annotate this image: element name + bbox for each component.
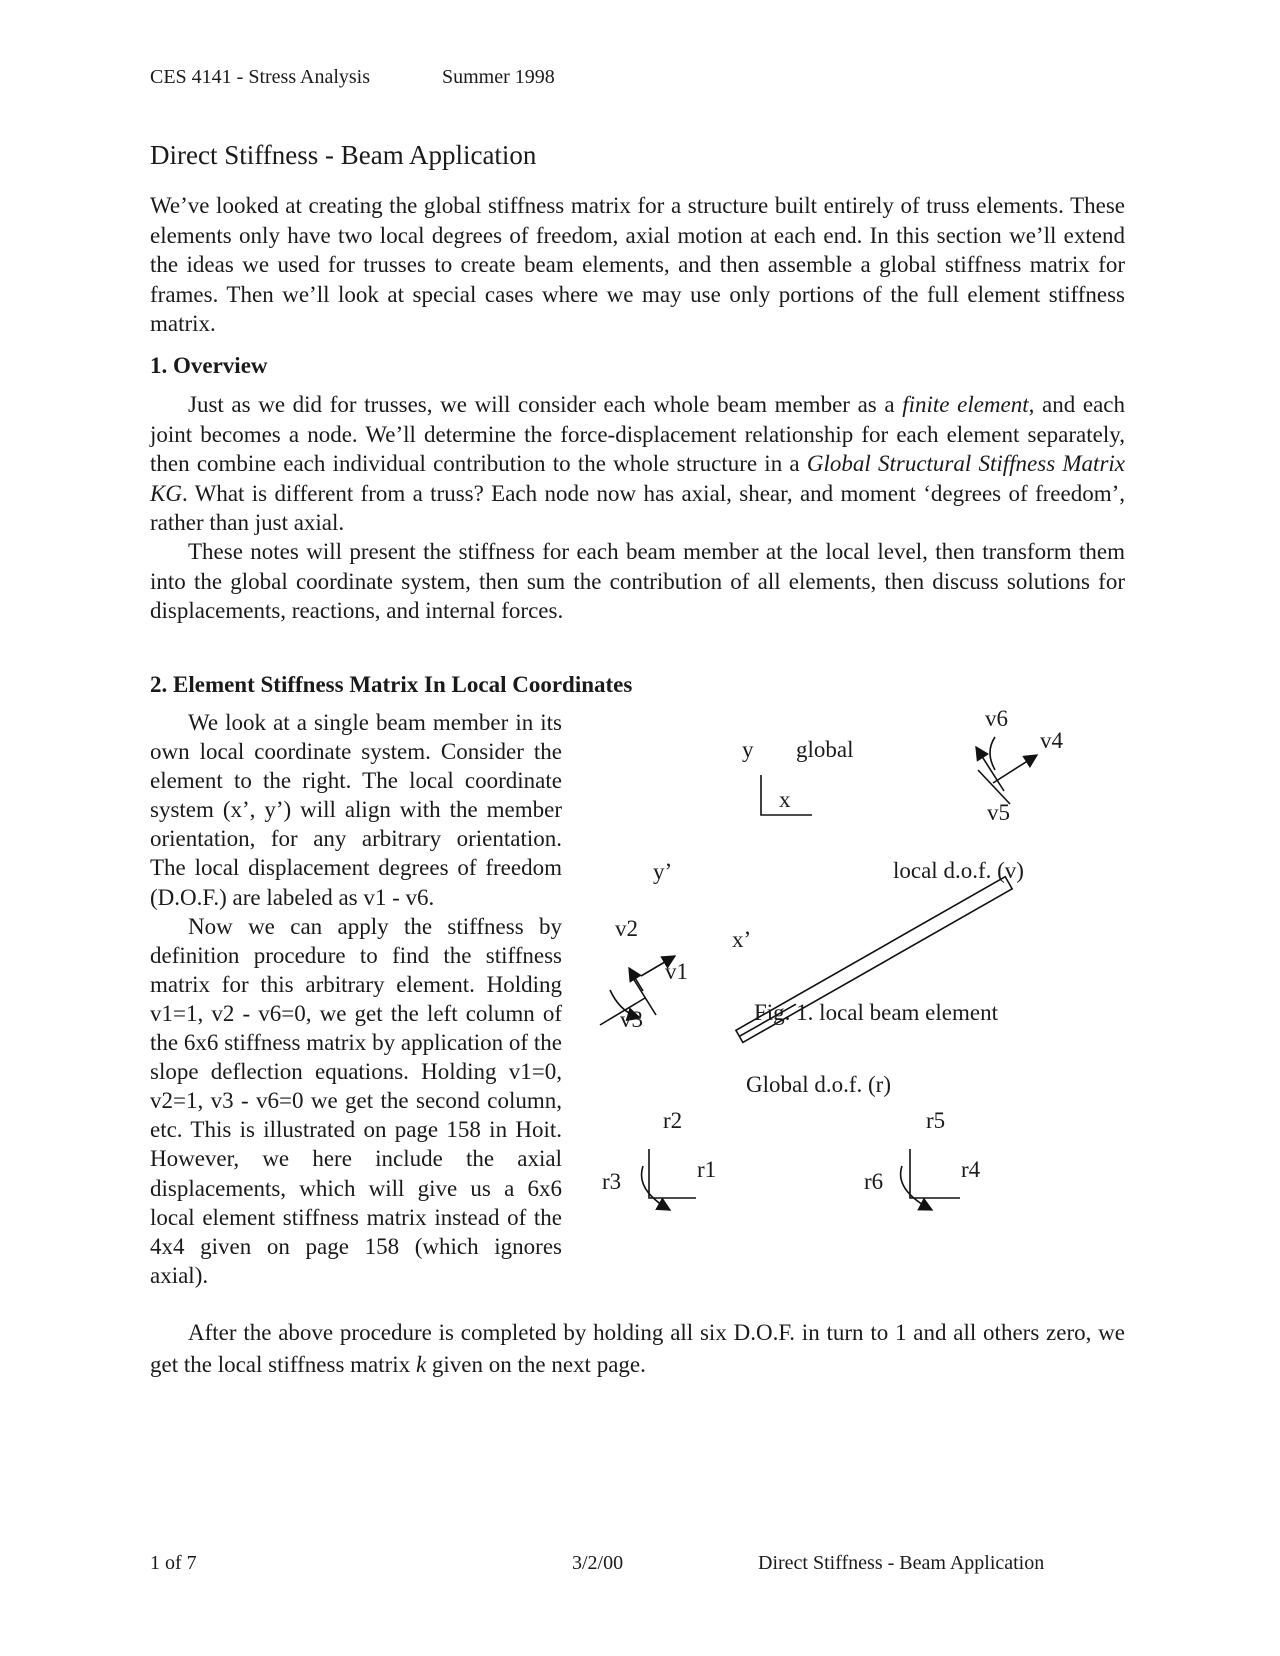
r6-label: r6: [864, 1169, 884, 1194]
v2-label: v2: [615, 916, 638, 941]
footer-doc-title: Direct Stiffness - Beam Application: [758, 1552, 1045, 1574]
footer-date: 3/2/00: [572, 1552, 624, 1574]
v5-label: v5: [987, 800, 1010, 825]
s2p3-k-symbol: k: [415, 1352, 427, 1377]
beam-element-figure: [580, 700, 1140, 1280]
r4-label: r4: [961, 1157, 981, 1182]
s2p3-text-a: After the above procedure is completed by holding all six D.O.F. in turn to 1 and all others zero, we get the local stiffness matrix: [150, 1320, 1125, 1377]
section-1-heading: 1. Overview: [150, 353, 268, 378]
v4-label: v4: [1040, 728, 1063, 753]
global-axes-right: [910, 1149, 960, 1198]
r2-label: r2: [663, 1108, 683, 1133]
v1-label: v1: [665, 959, 688, 984]
footer-page-number: 1 of 7: [150, 1552, 197, 1574]
section-2-left-column: [150, 708, 562, 1290]
v3-label: v3: [620, 1007, 643, 1032]
section-2-paragraph-1: We look at a single beam member in its own local coordinate system. Consider the element to the right. The local coordinate system (x’, y’) will align with the member orientation, for any arbitrary orientation. The local displacement degrees of freedom (D.O.F.) are labeled as v1 - v6.: [150, 710, 562, 910]
header-term: Summer 1998: [442, 66, 555, 88]
r6-arrow: [901, 1166, 932, 1210]
s1p1-text-c: . What is different from a truss? Each node now has axial, shear, and moment ‘degrees of freedom’, rather than just axial.: [150, 480, 1125, 535]
s1p1-text-b: , and each joint becomes a node. We’ll determine the force-displacement relationship for each element separately, then combine each individual contribution to the whole structure in a: [150, 392, 1125, 476]
section-2-paragraph-2: Now we can apply the stiffness by definition procedure to find the stiffness matrix for this arbitrary element. Holding v1=1, v2 - v6=0, we get the left column of the 6x6 stiffness matrix by application of the slope deflection equations. Holding v1=0, v2=1, v3 - v6=0 we get the second column, etc. This is illustrated on page 158 in Hoit. However, we here include the axial displacements, which will give us a 6x6 local element stiffness matrix instead of the 4x4 given on page 158 (which ignores axial).: [150, 913, 562, 1288]
v6-label: v6: [985, 706, 1008, 731]
page-title: Direct Stiffness - Beam Application: [150, 140, 537, 170]
global-axes-left: [649, 1149, 696, 1198]
intro-paragraph: We’ve looked at creating the global stiffness matrix for a structure built entirely of truss elements. These elements only have two local degrees of freedom, axial motion at each end. In this section we’ll extend the ideas we used for trusses to create beam elements, and then assemble a global stiffness matrix for frames. Then we’ll look at special cases where we may use only portions of the full element stiffness matrix.: [150, 193, 1125, 336]
global-y-label: y: [742, 737, 754, 762]
section-2-heading: 2. Element Stiffness Matrix In Local Coordinates: [150, 672, 633, 697]
s1p1-text-a: Just as we did for trusses, we will consider each whole beam member as a: [188, 392, 903, 417]
s2p3-text-b: given on the next page.: [426, 1352, 646, 1377]
v2-arrow: [629, 968, 643, 991]
local-y-label: y’: [653, 859, 673, 884]
r5-label: r5: [926, 1108, 946, 1133]
v4-arrow: [993, 755, 1037, 783]
global-dof-label: Global d.o.f. (r): [746, 1072, 891, 1097]
section-2-paragraph-3: [150, 1317, 1125, 1381]
local-x-label: x’: [732, 927, 752, 952]
section-1-paragraph-1: [150, 390, 1125, 538]
r3-label: r3: [602, 1169, 622, 1194]
v6-arrow-arc: [990, 737, 995, 770]
s1p1-kg-symbol: KG: [150, 480, 182, 506]
global-label: global: [796, 737, 854, 762]
r3-arrow: [642, 1166, 670, 1210]
local-dof-label: local d.o.f. (v): [893, 858, 1024, 883]
figure-caption: Fig. 1. local beam element: [754, 1000, 998, 1025]
r1-label: r1: [697, 1157, 717, 1182]
global-x-label: x: [779, 787, 791, 812]
s1p1-finite-element: finite element: [902, 392, 1029, 417]
header-course: CES 4141 - Stress Analysis: [150, 66, 371, 88]
section-1-paragraph-2: These notes will present the stiffness for each beam member at the local level, then transform them into the global coordinate system, then sum the contribution of all elements, then discuss solutions for displacements, reactions, and internal forces.: [150, 539, 1125, 623]
beam-element-drawing: [580, 700, 1140, 1280]
s1p1-gssm: Global Structural Stiffness Matrix: [806, 451, 1125, 476]
